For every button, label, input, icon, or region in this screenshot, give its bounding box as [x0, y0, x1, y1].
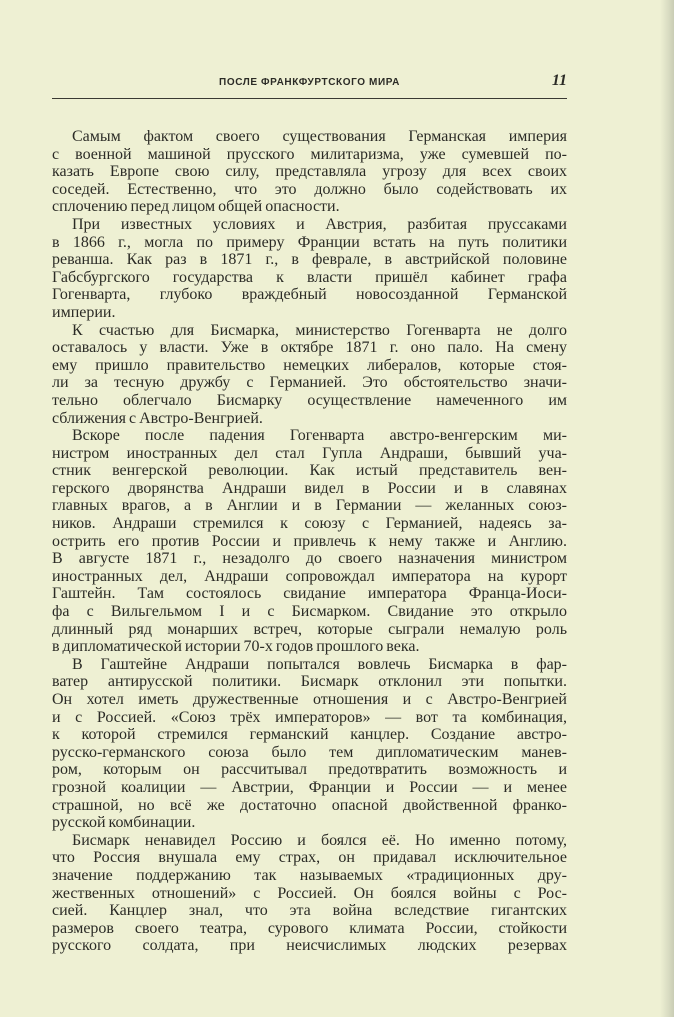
text-line: грозной коалиции — Австрии, Франции и России — и менее	[52, 778, 567, 796]
text-line: реванша. Как раз в 1871 г., в феврале, в австрийской половине	[52, 251, 567, 269]
text-line: острить его против России и привлечь к нему также и Англию.	[52, 532, 567, 550]
page-edge-shadow	[660, 0, 674, 1017]
text-line: Бисмарк ненавидел Россию и боялся её. Но именно потому,	[72, 831, 567, 849]
text-line: В Гаштейне Андраши попытался вовлечь Бисмарка в фар-	[72, 655, 567, 673]
text-line: что Россия внушала ему страх, он придавал исключительное	[52, 849, 567, 867]
text-line: При известных условиях и Австрия, разбитая пруссаками	[72, 215, 567, 233]
running-title: ПОСЛЕ ФРАНКФУРТСКОГО МИРА	[219, 77, 400, 88]
text-line: Гаштейн. Там состоялось свидание императора Франца-Иоси-	[52, 585, 567, 603]
text-line: В августе 1871 г., незадолго до своего назначения министром	[52, 550, 567, 568]
text-line: в 1866 г., могла по примеру Франции встать на путь политики	[52, 233, 567, 251]
text-line: ватер антирусской политики. Бисмарк отклонил эти попытки.	[52, 673, 567, 691]
page-number: 11	[551, 72, 567, 89]
text-line: сией. Канцлер знал, что эта война вследствие гигантских	[52, 902, 567, 920]
text-line: к которой стремился германский канцлер. Создание австро-	[52, 726, 567, 744]
text-line: оставалось у власти. Уже в октябре 1871 г. оно пало. На смену	[52, 339, 567, 357]
text-line: с военной машиной прусского милитаризма, уже сумевшей по-	[52, 145, 567, 163]
text-line: фа с Вильгельмом I и с Бисмарком. Свидание это открыло	[52, 603, 567, 621]
text-line: иностранных дел, Андраши сопровождал императора на курорт	[52, 567, 567, 585]
paragraph	[52, 832, 567, 955]
paragraph	[52, 216, 567, 322]
text-line: размеров своего театра, сурового климата России, стойкости	[52, 919, 567, 937]
text-line: герского дворянства Андраши видел в России и в славянах	[52, 479, 567, 497]
text-line: Габсбургского государства к власти пришёл кабинет графа	[52, 268, 567, 286]
text-line: Самым фактом своего существования Германская империя	[72, 128, 567, 145]
paragraph	[52, 427, 567, 656]
header-rule	[52, 98, 567, 99]
text-line: Гогенварта, глубоко враждебный новосозданной Германской	[52, 286, 567, 304]
text-line: сплочению перед лицом общей опасности.	[52, 198, 340, 216]
text-line: и с Россией. «Союз трёх императоров» — вот та комбинация,	[52, 708, 567, 726]
page-body	[52, 128, 567, 955]
text-line: Он хотел иметь дружественные отношения и с Австро-Венгрией	[52, 691, 567, 708]
text-line: ром, которым он рассчитывал предотвратить возможность и	[52, 761, 567, 779]
paragraph	[52, 128, 567, 216]
page-header	[52, 72, 567, 92]
text-line: главных врагов, а в Англии и в Германии — желанных союз-	[52, 497, 567, 515]
text-line: империи.	[52, 303, 116, 321]
text-line: русско-германского союза было тем дипломатическим манев-	[52, 743, 567, 761]
text-line: страшной, но всё же достаточно опасной двойственной франко-	[52, 796, 567, 814]
text-line: значение поддержанию так называемых «традиционных дру-	[52, 866, 567, 884]
text-line: нистром иностранных дел стал Гупла Андраши, бывший уча-	[52, 444, 567, 462]
text-line: тельно облегчало Бисмарку осуществление намеченного им	[52, 391, 567, 409]
text-line: ему пришло правительство немецких либералов, которые стоя-	[52, 356, 567, 374]
text-line: соседей. Естественно, что это должно было содействовать их	[52, 180, 567, 198]
paragraph	[52, 322, 567, 428]
text-line: русской комбинации.	[52, 814, 196, 832]
text-line: К счастью для Бисмарка, министерство Гогенварта не долго	[72, 321, 567, 339]
text-line: Вскоре после падения Гогенварта австро-венгерским ми-	[72, 427, 567, 445]
text-line: русского солдата, при неисчислимых людских резервах	[52, 937, 567, 955]
text-line: в дипломатической истории 70-х годов прошлого века.	[52, 638, 420, 656]
paragraph	[52, 656, 567, 832]
text-line: сближения с Австро-Венгрией.	[52, 409, 263, 427]
text-line: ли за тесную дружбу с Германией. Это обстоятельство значи-	[52, 374, 567, 392]
text-line: длинный ряд монарших встреч, которые сыграли немалую роль	[52, 620, 567, 638]
text-line: казать Европе свою силу, представляла угрозу для всех своих	[52, 163, 567, 181]
text-line: жественных отношений» с Россией. Он боялся войны с Рос-	[52, 884, 567, 902]
text-line: ников. Андраши стремился к союзу с Германией, надеясь за-	[52, 515, 567, 533]
text-line: стник венгерской революции. Как истый представитель вен-	[52, 462, 567, 480]
